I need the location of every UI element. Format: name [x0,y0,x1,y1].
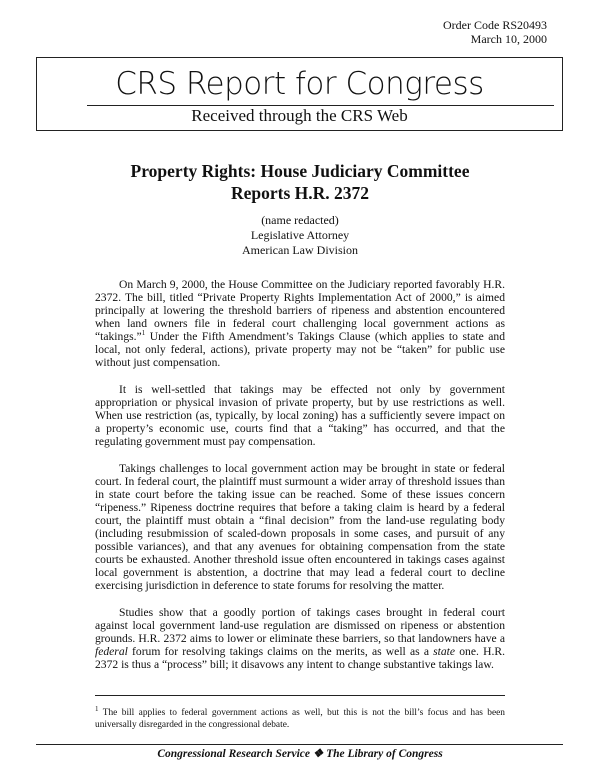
paragraph-4-text-c: one. H.R. 2372 is thus a “process” bill; it disavows any intent to change substantive takings law. [95,645,505,671]
report-date: March 10, 2000 [470,32,547,46]
emphasis-state: state [433,645,456,658]
footnote-text: The bill applies to federal government actions as well, but this is not the bill’s focus and has been universally disregarded in the congressional debate. [95,708,505,730]
paragraph-4-text-b: forum for resolving takings claims on the merits, as well as a [127,645,434,658]
order-code: Order Code RS20493 [443,18,547,32]
author-name: (name redacted) [261,213,339,227]
report-banner [36,57,563,131]
author-division: American Law Division [242,243,358,257]
paragraph-4-text-a: Studies show that a goodly portion of takings cases brought in federal court against local government land-use regulation are dismissed on ripeness or abstention grounds. H.R. 2372 aims to lower or eliminate these barriers, so that landowners have a [95,606,505,645]
page-footer: Congressional Research Service ❖ The Library of Congress [157,748,443,760]
order-code-block [443,18,547,46]
footnote-reference[interactable]: 1 [141,329,146,338]
title-line-2: Reports H.R. 2372 [230,183,370,203]
paragraph-1 [95,278,505,369]
title-line-1: Property Rights: House Judiciary Committee [130,161,470,181]
footer-divider [36,744,563,745]
paragraph-2: It is well-settled that takings may be effected not only by government appropriation or physical invasion of private property, but by use restrictions as well. When use restriction (as, typically, by local zoning) has a sufficiently severe impact on a property’s economic use, courts find that a “taking” has occurred, and that the regulating government must pay compensation. [95,383,505,448]
paragraph-4 [95,606,505,671]
emphasis-federal: federal [95,645,128,658]
author-block [0,213,600,258]
paragraph-3: Takings challenges to local government action may be brought in state or federal court. In federal court, the plaintiff must surmount a wider array of threshold issues than in state court before the taking issue can be reached. Some of these issues concern “ripeness.” Ripeness doctrine requires that before a taking claim is heard by a federal court, the plaintiff must obtain a “final decision” from the land-use regulating body (including resubmission of scaled-down proposals in some cases, and pursuit of any possible variances), and that any avenues for obtaining compensation from the state courts be exhausted. Another threshold issue often encountered in takings cases against local government is abstention, a doctrine that may lead a federal court to decline exercising jurisdiction in deference to state forums for resolving the matter. [95,462,505,592]
footnote [95,704,505,731]
document-title [60,160,540,204]
footnote-number: 1 [95,704,99,713]
paragraph-1-text: On March 9, 2000, the House Committee on the Judiciary reported favorably H.R. 2372. The bill, titled “Private Property Rights Implementation Act of 2000,” is aimed principally at lowering the threshold barriers of ripeness and abstention encountered when land owners file in federal court challenging local government actions as “takings.” [95,278,505,343]
banner-subtitle: Received through the CRS Web [191,106,408,125]
author-title: Legislative Attorney [250,228,350,242]
banner-title: CRS Report for Congress [115,66,484,102]
document-body [95,278,505,685]
paragraph-1-text-continued: Under the Fifth Amendment’s Takings Clause (which applies to state and local, not only federal, actions), private property may not be “taken” for public use without just compensation. [95,330,505,369]
footnote-divider [95,695,505,696]
